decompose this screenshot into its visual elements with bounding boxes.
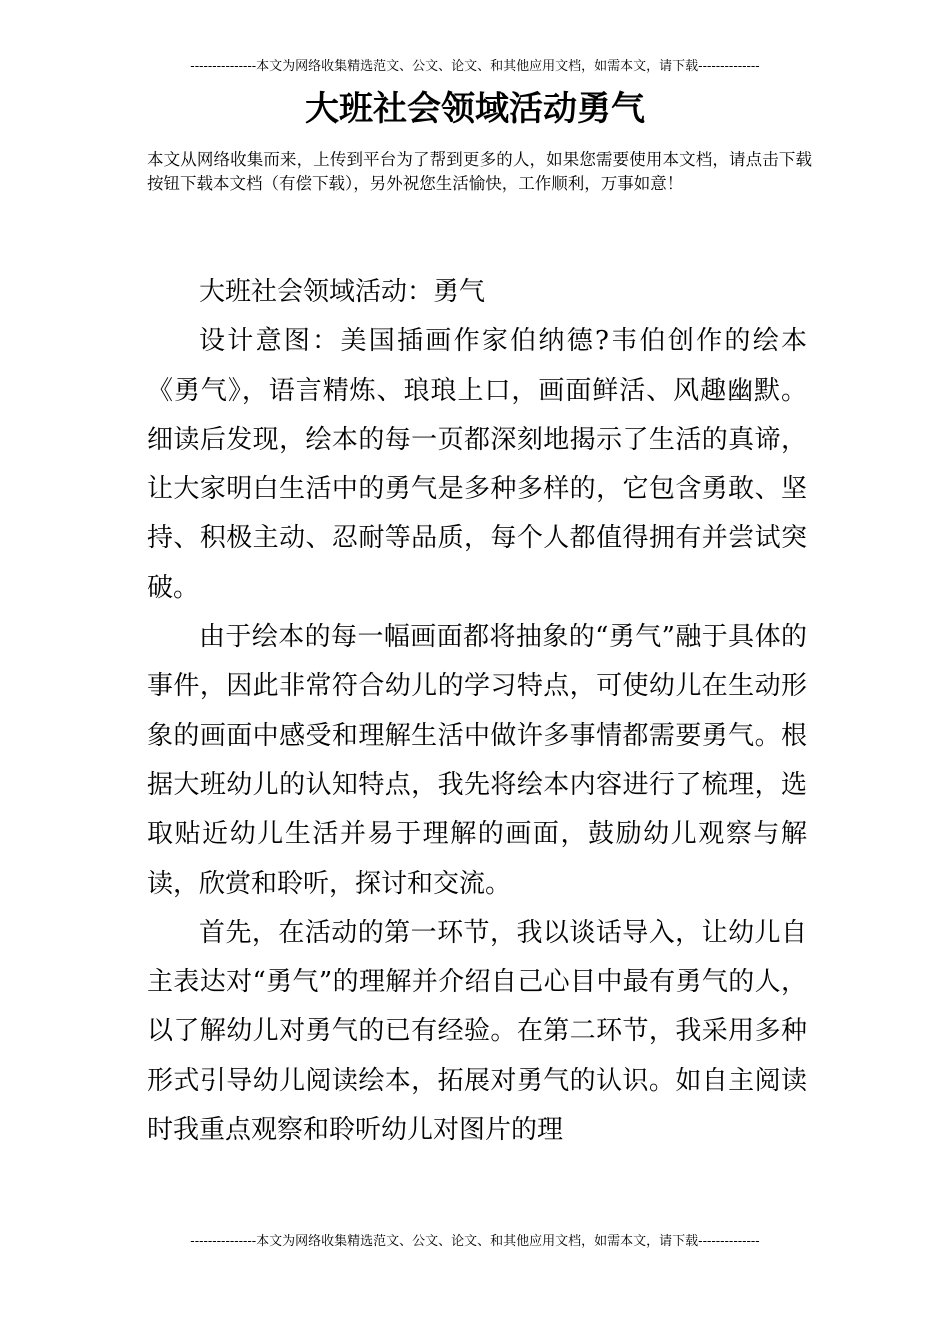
header-banner: ---------------本文为网络收集精选范文、公文、论文、和其他应用文档，如需本文，请下载-------------- [190,59,760,74]
body-paragraph: 首先，在活动的第一环节，我以谈话导入，让幼儿自主表达对“勇气”的理解并介绍自己心目中最有勇气的人，以了解幼儿对勇气的已有经验。在第二环节，我采用多种形式引导幼儿阅读绘本，拓展对勇气的认识。如自主阅读时我重点观察和聆听幼儿对图片的理 [147,917,807,1146]
body-paragraph-heading: 大班社会领域活动：勇气 [199,277,486,307]
document-body [147,268,807,1155]
body-paragraph: 由于绘本的每一幅画面都将抽象的“勇气”融于具体的事件，因此非常符合幼儿的学习特点，可使幼儿在生动形象的画面中感受和理解生活中做许多事情都需要勇气。根据大班幼儿的认知特点，我先将绘本内容进行了梳理，选取贴近幼儿生活并易于理解的画面，鼓励幼儿观察与解读，欣赏和聆听，探讨和交流。 [147,622,807,899]
download-notice: 本文从网络收集而来，上传到平台为了帮到更多的人，如果您需要使用本文档，请点击下载按钮下载本文档（有偿下载），另外祝您生活愉快，工作顺利，万事如意！ [147,150,812,193]
body-paragraph: 设计意图：美国插画作家伯纳德?韦伯创作的绘本《勇气》，语言精炼、琅琅上口，画面鲜活、风趣幽默。细读后发现，绘本的每一页都深刻地揭示了生活的真谛，让大家明白生活中的勇气是多种多样的，它包含勇敢、坚持、积极主动、忍耐等品质，每个人都值得拥有并尝试突破。 [147,326,807,603]
document-title: 大班社会领域活动勇气 [305,89,645,129]
footer-banner: ---------------本文为网络收集精选范文、公文、论文、和其他应用文档，如需本文，请下载-------------- [190,1234,760,1249]
